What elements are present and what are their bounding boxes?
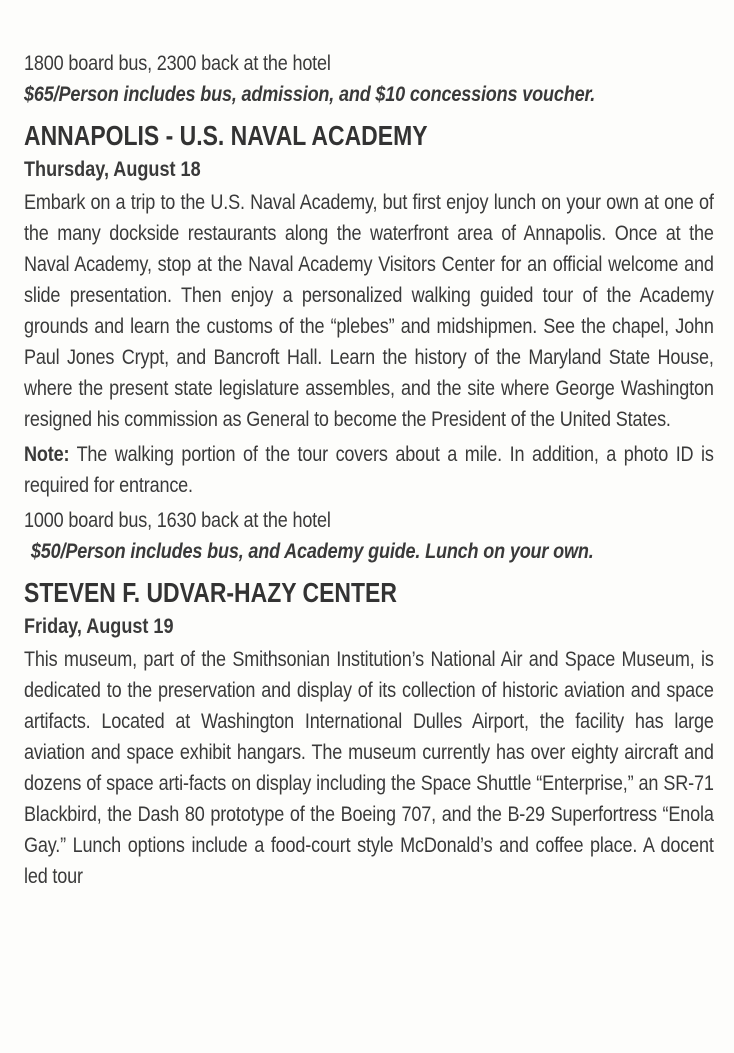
section-description-udvar-hazy: This museum, part of the Smithsonian Institution’s National Air and Space Museum, is dedicated to the preservation and display of its collection of historic aviation and space artifacts. Located at Washington International Dulles Airport, the facility has large aviation and space exhibit hangars. The museum currently has over eighty aircraft and dozens of space arti-facts on display including the Space Shuttle “Enterprise,” an SR-71 Blackbird, the Dash 80 prototype of the Boeing 707, and the B-29 Superfortress “Enola Gay.” Lunch options include a food-court style McDonald’s and coffee place. A docent led tour xyxy=(24,648,714,888)
section-title-annapolis: ANNAPOLIS - U.S. NAVAL ACADEMY xyxy=(24,120,428,151)
section-title-udvar-hazy: STEVEN F. UDVAR-HAZY CENTER xyxy=(24,577,397,608)
intro-schedule: 1800 board bus, 2300 back at the hotel xyxy=(24,52,331,75)
intro-price: $65/Person includes bus, admission, and $10 concessions voucher. xyxy=(24,83,596,106)
section-description-annapolis: Embark on a trip to the U.S. Naval Academy, but first enjoy lunch on your own at one of the many dockside restaurants along the waterfront area of Annapolis. Once at the Naval Academy, stop at the Naval Academy Visitors Center for an official welcome and slide presentation. Then enjoy a personalized walking guided tour of the Academy grounds and learn the customs of the “plebes” and midshipmen. See the chapel, John Paul Jones Crypt, and Bancroft Hall. Learn the history of the Maryland State House, where the present state legislature assembles, and the site where George Washington resigned his commission as General to become the President of the United States. xyxy=(24,191,714,431)
section-price-annapolis: $50/Person includes bus, and Academy guide. Lunch on your own. xyxy=(30,540,594,563)
note-text: The walking portion of the tour covers about a mile. In addition, a photo ID is required for entrance. xyxy=(24,443,714,497)
section-schedule-annapolis: 1000 board bus, 1630 back at the hotel xyxy=(24,509,331,532)
document-page xyxy=(24,48,714,896)
section-date-annapolis: Thursday, August 18 xyxy=(24,158,201,181)
section-date-udvar-hazy: Friday, August 19 xyxy=(24,615,174,638)
section-note-annapolis xyxy=(24,439,714,501)
note-label: Note: xyxy=(24,443,70,466)
